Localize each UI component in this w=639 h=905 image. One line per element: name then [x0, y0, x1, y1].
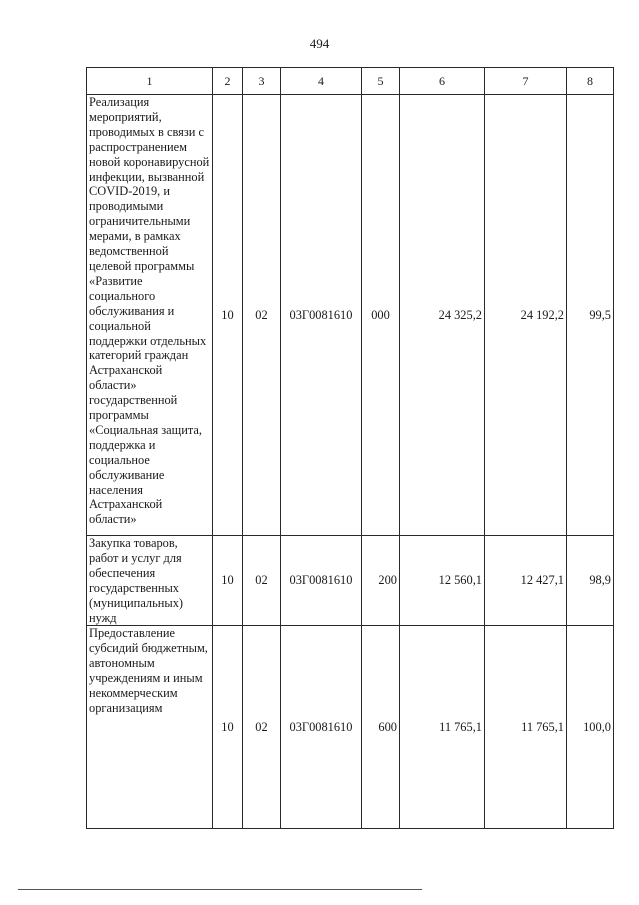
row-description: Закупка товаров, работ и услуг для обеспечения государственных (муниципальных) нужд: [87, 536, 213, 626]
column-header: 7: [485, 68, 567, 95]
budget-table: [86, 67, 614, 829]
row-expense-type: 200: [362, 536, 400, 626]
row-section: 10: [213, 626, 243, 829]
row-target-article: 03Г0081610: [281, 95, 362, 536]
column-header: 1: [87, 68, 213, 95]
row-subsection: 02: [243, 536, 281, 626]
row-section: 10: [213, 95, 243, 536]
row-planned: 12 560,1: [400, 536, 485, 626]
row-target-article: 03Г0081610: [281, 536, 362, 626]
row-subsection: 02: [243, 95, 281, 536]
column-header: 8: [567, 68, 614, 95]
column-header: 5: [362, 68, 400, 95]
row-description: Реализация мероприятий, проводимых в связи с распространением новой коронавирусной инфекции, вызванной COVID-2019, и проводимыми ограничительными мерами, в рамках ведомственной целевой программы «Развитие социального обслуживания и социальной поддержки отдельных категорий граждан Астраханской области» государственной программы «Социальная защита, поддержка и социальное обслуживание населения Астраханской области»: [87, 95, 213, 536]
row-section: 10: [213, 536, 243, 626]
column-header: 2: [213, 68, 243, 95]
table-row: [87, 626, 614, 829]
row-planned: 24 325,2: [400, 95, 485, 536]
column-header: 3: [243, 68, 281, 95]
bottom-divider: [18, 889, 422, 890]
row-percent: 99,5: [567, 95, 614, 536]
page-number: 494: [309, 36, 330, 51]
row-executed: 11 765,1: [485, 626, 567, 829]
row-executed: 24 192,2: [485, 95, 567, 536]
row-percent: 100,0: [567, 626, 614, 829]
row-planned: 11 765,1: [400, 626, 485, 829]
column-header: 6: [400, 68, 485, 95]
table-row: [87, 536, 614, 626]
row-subsection: 02: [243, 626, 281, 829]
table-header-row: [87, 68, 614, 95]
row-expense-type: 600: [362, 626, 400, 829]
table-row: [87, 95, 614, 536]
row-target-article: 03Г0081610: [281, 626, 362, 829]
row-executed: 12 427,1: [485, 536, 567, 626]
column-header: 4: [281, 68, 362, 95]
row-description: Предоставление субсидий бюджетным, автономным учреждениям и иным некоммерческим организациям: [87, 626, 213, 829]
row-expense-type: 000: [362, 95, 400, 536]
row-percent: 98,9: [567, 536, 614, 626]
